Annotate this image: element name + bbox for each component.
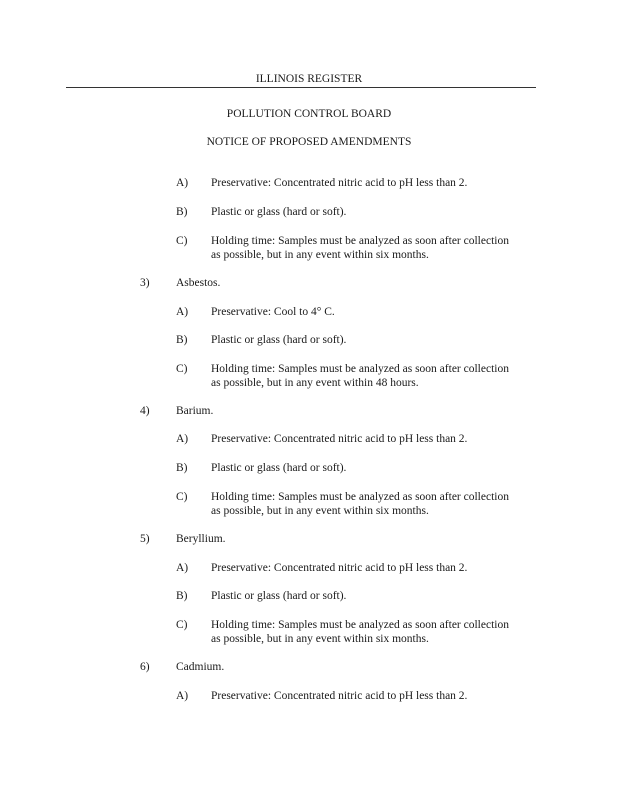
item-label: B)	[176, 334, 188, 346]
item-text: Holding time: Samples must be analyzed as soon after collection	[211, 235, 509, 247]
board-title: POLLUTION CONTROL BOARD	[226, 108, 392, 120]
item-text: Preservative: Concentrated nitric acid to pH less than 2.	[211, 177, 468, 189]
item-text: as possible, but in any event within 48 hours.	[211, 377, 419, 389]
item-label: A)	[176, 562, 189, 574]
section-title: Beryllium.	[176, 533, 226, 545]
item-label: A)	[176, 306, 189, 318]
section-number: 5)	[140, 533, 150, 545]
item-label: B)	[176, 590, 188, 602]
item-label: A)	[176, 177, 189, 189]
item-label: C)	[176, 491, 188, 503]
section-number: 6)	[140, 661, 150, 673]
item-text: Plastic or glass (hard or soft).	[211, 334, 347, 346]
item-text: as possible, but in any event within six months.	[211, 505, 429, 517]
section-number: 4)	[140, 405, 150, 417]
item-label: C)	[176, 619, 188, 631]
section-title: Barium.	[176, 405, 214, 417]
item-label: C)	[176, 235, 188, 247]
item-text: Preservative: Concentrated nitric acid to pH less than 2.	[211, 690, 468, 702]
register-title: ILLINOIS REGISTER	[255, 73, 363, 85]
item-label: A)	[176, 690, 189, 702]
item-text: Plastic or glass (hard or soft).	[211, 590, 347, 602]
item-text: Preservative: Concentrated nitric acid to pH less than 2.	[211, 562, 468, 574]
item-text: Holding time: Samples must be analyzed as soon after collection	[211, 619, 509, 631]
notice-title: NOTICE OF PROPOSED AMENDMENTS	[206, 136, 412, 148]
item-text: Plastic or glass (hard or soft).	[211, 206, 347, 218]
item-text: Preservative: Cool to 4° C.	[211, 306, 335, 318]
section-title: Cadmium.	[176, 661, 225, 673]
item-label: C)	[176, 363, 188, 375]
item-text: Plastic or glass (hard or soft).	[211, 462, 347, 474]
section-title: Asbestos.	[176, 277, 221, 289]
item-text: Preservative: Concentrated nitric acid to pH less than 2.	[211, 433, 468, 445]
item-label: B)	[176, 206, 188, 218]
item-text: as possible, but in any event within six months.	[211, 249, 429, 261]
item-text: Holding time: Samples must be analyzed as soon after collection	[211, 363, 509, 375]
item-label: A)	[176, 433, 189, 445]
header-rule	[66, 87, 536, 88]
item-text: Holding time: Samples must be analyzed as soon after collection	[211, 491, 509, 503]
section-number: 3)	[140, 277, 150, 289]
item-label: B)	[176, 462, 188, 474]
item-text: as possible, but in any event within six months.	[211, 633, 429, 645]
